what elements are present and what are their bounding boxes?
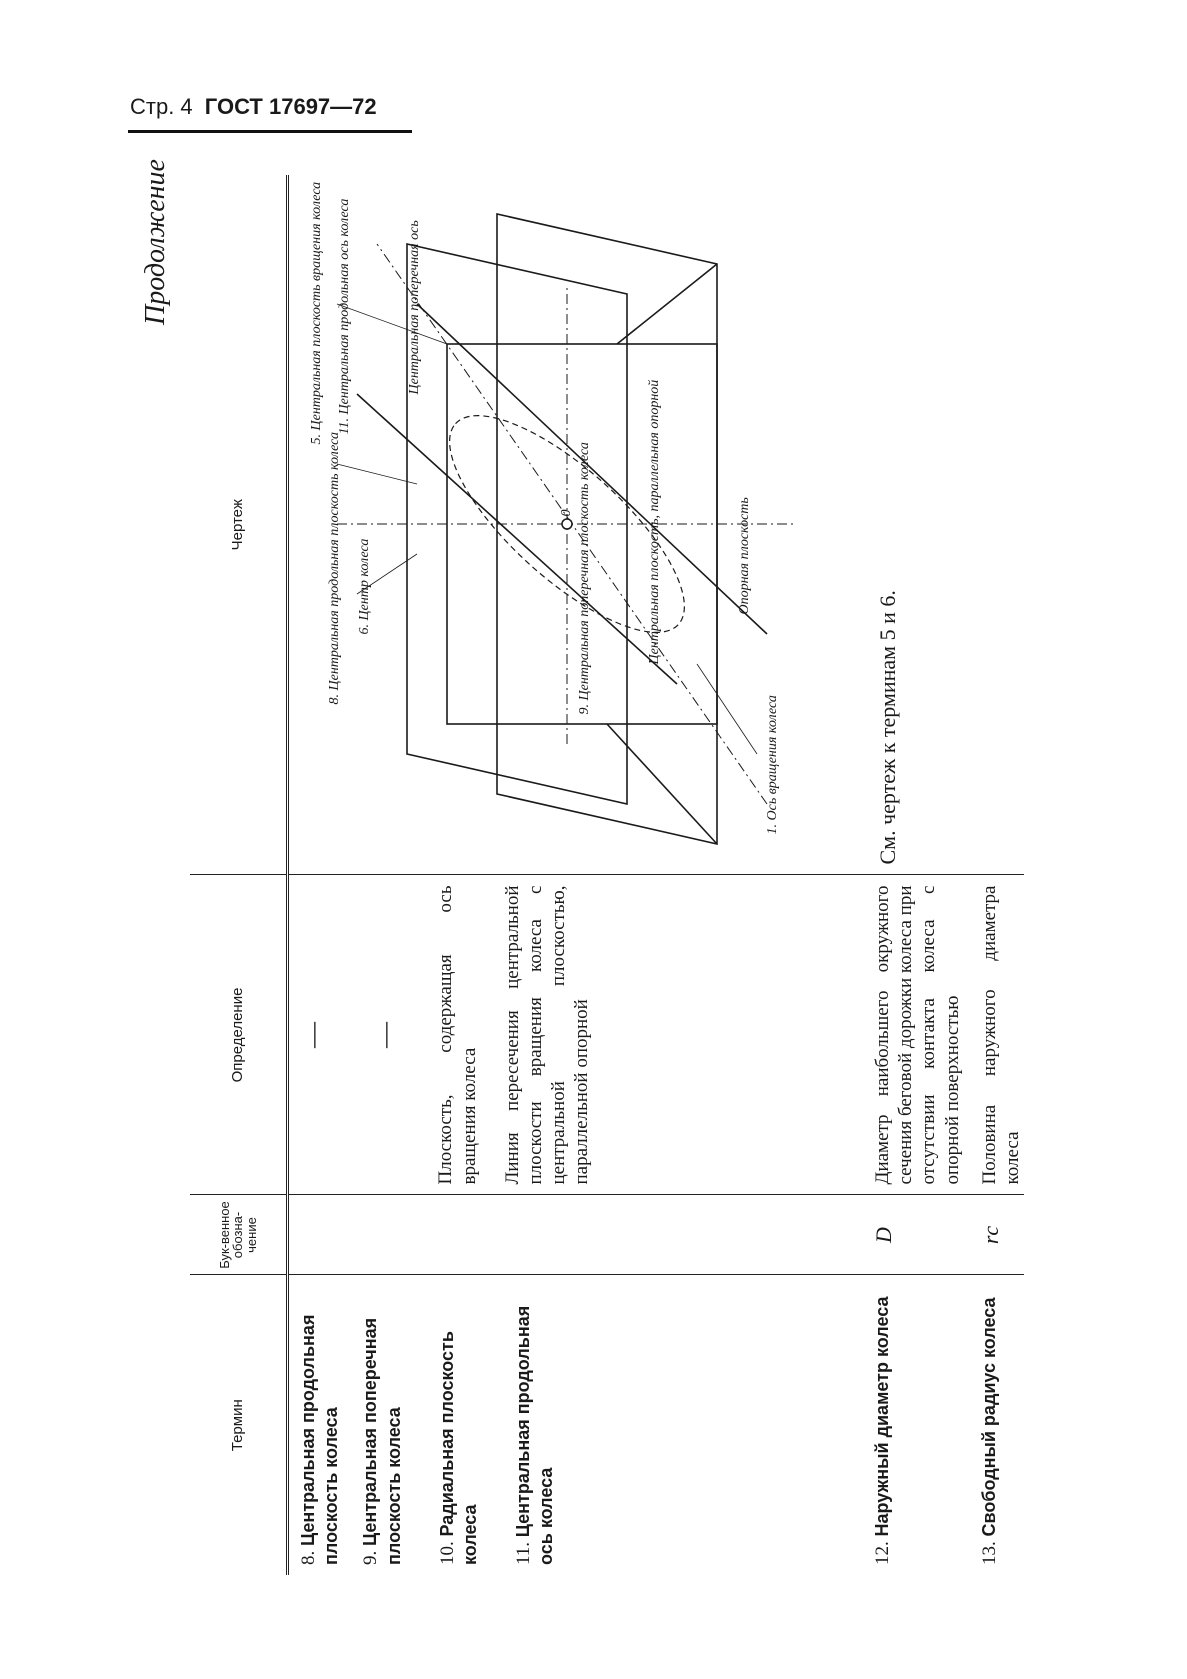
- symbol-13: rс: [964, 1195, 1024, 1275]
- label-central-rot-plane: 5. Центральная плоскость вращения колеса: [309, 181, 324, 445]
- symbol-12: D: [857, 1195, 964, 1275]
- plane-edge: [607, 725, 717, 845]
- definition-13: Половина наружного диаметра колеса: [964, 875, 1024, 1195]
- table-header-row: [190, 175, 288, 1575]
- label-origin: 0: [559, 509, 574, 517]
- drawing-ref-12: См. чертеж к терминам 5 и 6.: [875, 590, 900, 865]
- definition-9: —: [369, 1022, 399, 1048]
- label-central-trans-plane: 9. Центральная поперечная плоскость колеса: [577, 442, 592, 715]
- rotation-plane-edge: [357, 395, 677, 685]
- label-central-long-plane: 8. Центральная продольная плоскость колеса: [327, 432, 342, 705]
- label-central-parallel: Центральная плоскость, параллельная опорной: [647, 379, 662, 665]
- term-10: 10. Радиальная плоскость колеса: [436, 1331, 480, 1565]
- symbol-cell: [288, 1195, 858, 1275]
- continuation-label: Продолжение: [140, 159, 171, 325]
- definition-11: Линия пересечения центральной плоскости вращения колеса с центральной плоскостью, параллельной опорной: [501, 885, 593, 1185]
- column-header-drawing: Чертеж: [190, 175, 288, 875]
- wheel-center-point: [562, 520, 572, 530]
- label-axis-rotation: 1. Ось вращения колеса: [765, 695, 780, 835]
- term-12: 12. Наружный диаметр колеса: [857, 1275, 964, 1575]
- column-header-definition: Определение: [190, 875, 288, 1195]
- column-header-symbol: Бук-венное обозна-чение: [190, 1195, 288, 1275]
- leader-line: [697, 665, 757, 755]
- table-row-figure-group: [288, 175, 858, 1575]
- terms-cell: [288, 1275, 858, 1575]
- label-wheel-center: 6. Центр колеса: [357, 538, 372, 635]
- leader-line: [337, 305, 447, 345]
- definitions-cell: [288, 875, 858, 1195]
- drawing-cell: [288, 175, 858, 875]
- column-header-term: Термин: [190, 1275, 288, 1575]
- drawing-cell-13: [964, 175, 1024, 875]
- table-row-13: [964, 175, 1024, 1575]
- table-row-12: [857, 175, 964, 1575]
- header-rule: [128, 130, 412, 133]
- term-8: 8. Центральная продольная плоскость колеса: [298, 1314, 342, 1565]
- label-support-plane: Опорная плоскость: [737, 497, 752, 615]
- standard-number: ГОСТ 17697—72: [204, 94, 377, 119]
- leader-line: [337, 465, 417, 485]
- rotated-page: [140, 159, 1040, 1575]
- terms-table: [190, 175, 1024, 1575]
- wheel-planes-figure: [297, 181, 817, 865]
- support-plane: [497, 215, 717, 845]
- page-header: [130, 94, 410, 120]
- plane-edge: [617, 265, 717, 345]
- page-number: Стр. 4: [130, 94, 193, 119]
- term-13: 13. Свободный радиус колеса: [964, 1275, 1024, 1575]
- label-central-trans-axis: Центральная поперечная ось: [407, 220, 422, 395]
- term-11: 11. Центральная продольная ось колеса: [513, 1305, 557, 1565]
- definition-8: —: [298, 1022, 327, 1048]
- definition-12: Диаметр наибольшего окружного сечения беговой дорожки колеса при отсутствии контакта колеса с опорной поверхностью: [857, 875, 964, 1195]
- definition-10: Плоскость, содержащая ось вращения колеса: [435, 885, 480, 1185]
- term-9: 9. Центральная поперечная плоскость колеса: [360, 1317, 404, 1565]
- label-central-long-axis: 11. Центральная продольная ось колеса: [337, 198, 352, 435]
